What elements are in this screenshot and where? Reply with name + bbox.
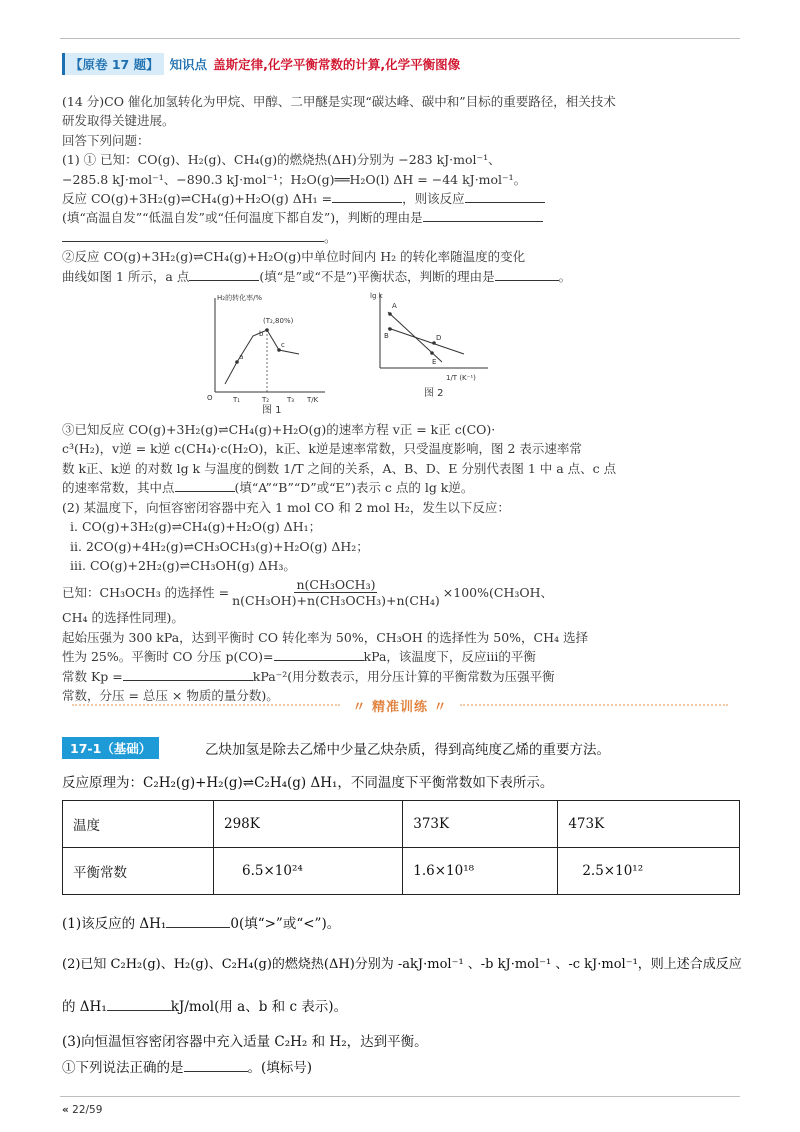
q2-line: 曲线如图 1 所示，a 点 (填“是”或“不是”)平衡状态，判断的理由是 。 [62, 268, 572, 284]
fig2-point-a: A [392, 302, 397, 311]
answer-prompt: 回答下列问题： [62, 132, 150, 148]
fig1-ylabel: H₂的转化率/% [217, 294, 263, 303]
fig1-caption: 图 1 [262, 405, 282, 415]
q1-line: 。 [62, 228, 622, 247]
bottom-rule [60, 1096, 740, 1097]
training-band [60, 694, 740, 716]
page-number: 22/59 [72, 1104, 103, 1116]
fig1-point-a: a [239, 353, 244, 362]
page-footer [62, 1104, 102, 1116]
figure-2 [370, 288, 500, 410]
fig1-xlabel: T/K [307, 396, 319, 405]
part2-reaction: ⅲ. CO(g)+2H₂(g)⇌CH₃OH(g) ΔH₃。 [70, 557, 296, 573]
header [62, 54, 460, 74]
fig2-caption: 图 2 [424, 388, 444, 400]
knowledge-points: 盖斯定律,化学平衡常数的计算,化学平衡图像 [213, 57, 461, 72]
table-cell: 2.5×10¹² [558, 848, 740, 895]
footer-mark: « [62, 1104, 69, 1116]
question-2: (2)已知 C₂H₂(g)、H₂(g)、C₂H₄(g)的燃烧热(ΔH)分别为 -akJ·mol⁻¹ 、-b kJ·mol⁻¹ 、-c kJ·mol⁻¹，则上述合成反应 [62, 957, 742, 972]
top-rule [60, 38, 740, 39]
part2-line: 性为 25%。平衡时 CO 分压 p(CO)= kPa，该温度下，反应ⅲ的平衡 [62, 649, 536, 665]
part2-line: 常数 Kp = kPa⁻²(用分数表示，用分压计算的平衡常数为压强平衡 [62, 668, 555, 684]
band-dots-left [72, 704, 340, 706]
q3-line: 数 k正、k逆 的对数 lg k 与温度的倒数 1/T 之间的关系，A、B、D、E 分别代表图 1 中 a 点、c 点 [62, 460, 617, 476]
part2-line: 常数，分压 = 总压 × 物质的量分数)。 [62, 687, 279, 703]
fig2-point-e: E [432, 358, 437, 367]
table-row [63, 848, 740, 895]
part2-line: CH₄ 的选择性同理)。 [62, 610, 184, 626]
q1-line: 反应 CO(g)+3H₂(g)⇌CH₄(g)+H₂O(g) ΔH₁ = ，则该反应 [62, 189, 622, 208]
fig2-ylabel: lg k [370, 292, 383, 301]
fig2-xlabel: 1/T (K⁻¹) [446, 374, 476, 383]
source-tag: 【原卷 17 题】 [62, 53, 164, 75]
selectivity-formula: 已知：CH₃OCH₃ 的选择性 = n(CH₃OCH₃) n(CH₃OH)+n(CH₃OCH₃)+n(CH₄) ×100%(CH₃OH、 [62, 577, 554, 609]
figure-1 [207, 292, 337, 414]
question-3: (3)向恒温恒容密闭容器中充入适量 C₂H₂ 和 H₂，达到平衡。 [62, 1034, 428, 1050]
table-cell: 温度 [63, 801, 214, 848]
table-cell: 298K [214, 801, 403, 848]
problem-intro: 乙炔加氢是除去乙烯中少量乙炔杂质，得到高纯度乙烯的重要方法。 [205, 742, 610, 758]
part2-line: (2) 某温度下，向恒容密闭容器中充入 1 mol CO 和 2 mol H₂，发生以下反应： [62, 499, 510, 515]
part2-line: 起始压强为 300 kPa，达到平衡时 CO 转化率为 50%，CH₃OH 的选择性为 50%，CH₄ 选择 [62, 629, 589, 645]
question-3-1: ①下列说法正确的是 。(填标号) [62, 1060, 313, 1076]
fig1-point-c: c [281, 341, 285, 350]
table-cell: 373K [403, 801, 558, 848]
fig1-xtick: T₂ [262, 396, 270, 405]
question-1: (1)该反应的 ΔH₁ 0(填“>”或“<”)。 [62, 916, 341, 932]
fig1-point-b: b [259, 330, 264, 339]
figures-row [62, 292, 622, 414]
q1-line: (1) ① 已知：CO(g)、H₂(g)、CH₄(g)的燃烧热(ΔH)分别为 −283 kJ·mol⁻¹、 [62, 152, 501, 168]
equilibrium-table [62, 800, 740, 895]
q2-line: ②反应 CO(g)+3H₂(g)⇌CH₄(g)+H₂O(g)中单位时间内 H₂ 的转化率随温度的变化 [62, 249, 526, 265]
question-2-cont: 的 ΔH₁ kJ/mol(用 a、b 和 c 表示)。 [62, 999, 348, 1015]
table-header-row [63, 801, 740, 848]
fig1-origin: O [207, 394, 213, 403]
knowledge-label: 知识点 [169, 57, 208, 72]
table-cell: 473K [558, 801, 740, 848]
fig2-point-d: D [436, 334, 442, 343]
part2-reaction: ⅰ. CO(g)+3H₂(g)⇌CH₄(g)+H₂O(g) ΔH₁； [70, 519, 322, 535]
fig2-point-b: B [384, 332, 389, 341]
table-cell: 6.5×10²⁴ [214, 848, 403, 895]
fig1-xtick: T₁ [233, 396, 241, 405]
q1-line: −285.8 kJ·mol⁻¹、−890.3 kJ·mol⁻¹；H₂O(g)══H₂O(l) ΔH = −44 kJ·mol⁻¹。 [62, 171, 527, 187]
band-dots-right [460, 704, 728, 706]
table-cell: 平衡常数 [63, 848, 214, 895]
reaction-line: 反应原理为：C₂H₂(g)+H₂(g)⇌C₂H₄(g) ΔH₁，不同温度下平衡常数如下表所示。 [62, 775, 554, 791]
training-title: 〃 精准训练 〃 [352, 699, 448, 715]
q3-line: c³(H₂)，v逆 = k逆 c(CH₄)·c(H₂O)，k正、k逆是速率常数，只受温度影响，图 2 表示速率常 [62, 441, 582, 457]
problem-label: 17-1（基础） [62, 737, 159, 759]
table-cell: 1.6×10¹⁸ [403, 848, 558, 895]
q3-line: ③已知反应 CO(g)+3H₂(g)⇌CH₄(g)+H₂O(g)的速率方程 v正 = k正 c(CO)· [62, 422, 496, 438]
fig1-xtick: T₃ [287, 396, 295, 405]
part2-reaction: ⅱ. 2CO(g)+4H₂(g)⇌CH₃OCH₃(g)+H₂O(g) ΔH₂； [70, 538, 369, 554]
intro-text: (14 分)CO 催化加氢转化为甲烷、甲醇、二甲醚是实现“碳达峰、碳中和”目标的重要路径，相关技术研发取得关键进展。 [62, 94, 616, 129]
q1-line: (填“高温自发”“低温自发”或“任何温度下都自发”)，判断的理由是 [62, 208, 622, 227]
q3-line: 的速率常数，其中点 (填“A”“B”“D”或“E”)表示 c 点的 lg k逆。 [62, 480, 474, 496]
original-problem [62, 92, 622, 705]
fig1-peak-label: (T₂,80%) [263, 317, 294, 326]
